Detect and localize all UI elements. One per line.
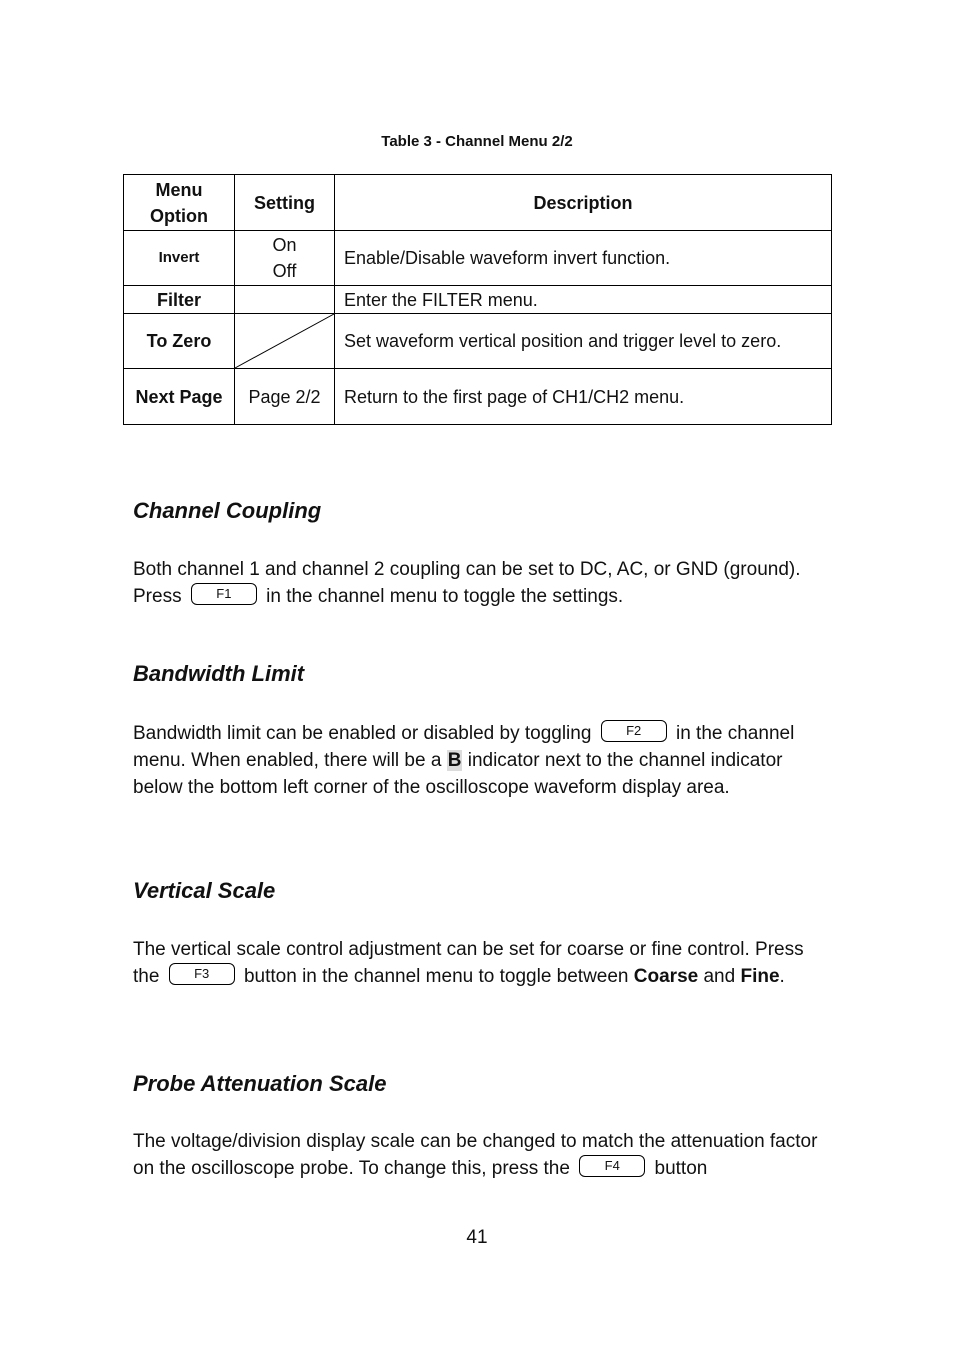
table-row [124,286,832,314]
text: indicator next to the channel indicator below the bottom left corner of the oscilloscope waveform display area. [133,750,783,798]
text: Bandwidth limit can be enabled or disabled by toggling [133,723,592,744]
text: button [654,1158,708,1179]
text: The voltage/division display scale can be changed to match the attenuation factor on the oscilloscope probe. To change this, press the [133,1131,818,1179]
setting-cell [235,286,335,314]
text: in the channel menu to toggle the settings. [266,586,624,607]
description-cell: Enter the FILTER menu. [335,286,832,314]
paragraph-channel-coupling [133,556,833,610]
description-cell: Enable/Disable waveform invert function. [335,231,832,286]
text: Both channel 1 and channel 2 coupling can be set to DC, AC, or GND (ground). Press [133,559,801,607]
description-cell: Set waveform vertical position and trigger level to zero. [335,314,832,369]
menu-option-cell: Invert [124,231,235,286]
menu-option-cell: To Zero [124,314,235,369]
text: and [703,966,736,987]
coarse-label: Coarse [633,966,699,987]
bandwidth-indicator: B [447,750,462,771]
channel-menu-table [123,174,832,425]
f4-key-icon: F4 [579,1155,645,1177]
f3-key-icon: F3 [169,963,235,985]
menu-option-cell: Next Page [124,369,235,425]
page-number: 41 [466,1227,488,1248]
setting-cell-diagonal [235,314,335,369]
fine-label: Fine [740,966,780,987]
header-menu-option: Menu Option [124,175,235,231]
heading-channel-coupling: Channel Coupling [133,498,322,523]
table-row [124,314,832,369]
f2-key-icon: F2 [601,720,667,742]
description-cell: Return to the first page of CH1/CH2 menu. [335,369,832,425]
table-row [124,231,832,286]
header-setting: Setting [235,175,335,231]
header-description: Description [335,175,832,231]
setting-value: On [272,235,297,255]
setting-cell [235,231,335,286]
text: in the channel menu. When enabled, there will be a [133,723,795,771]
menu-option-cell: Filter [124,286,235,314]
heading-probe-attenuation: Probe Attenuation Scale [133,1071,387,1096]
setting-cell: Page 2/2 [235,369,335,425]
text: . [779,966,785,987]
text: The vertical scale control adjustment can be set for coarse or fine control. Press the [133,939,804,987]
heading-vertical-scale: Vertical Scale [133,878,276,903]
paragraph-vertical-scale [133,936,833,990]
table-row [124,369,832,425]
paragraph-bandwidth-limit [133,720,833,801]
table-header-row [124,175,832,231]
diagonal-line [235,314,334,368]
setting-value: Off [272,261,297,281]
f1-key-icon: F1 [191,583,257,605]
paragraph-probe-attenuation [133,1128,833,1182]
table-caption: Table 3 - Channel Menu 2/2 [381,133,573,150]
text: button in the channel menu to toggle between [243,966,629,987]
heading-bandwidth-limit: Bandwidth Limit [133,661,305,686]
